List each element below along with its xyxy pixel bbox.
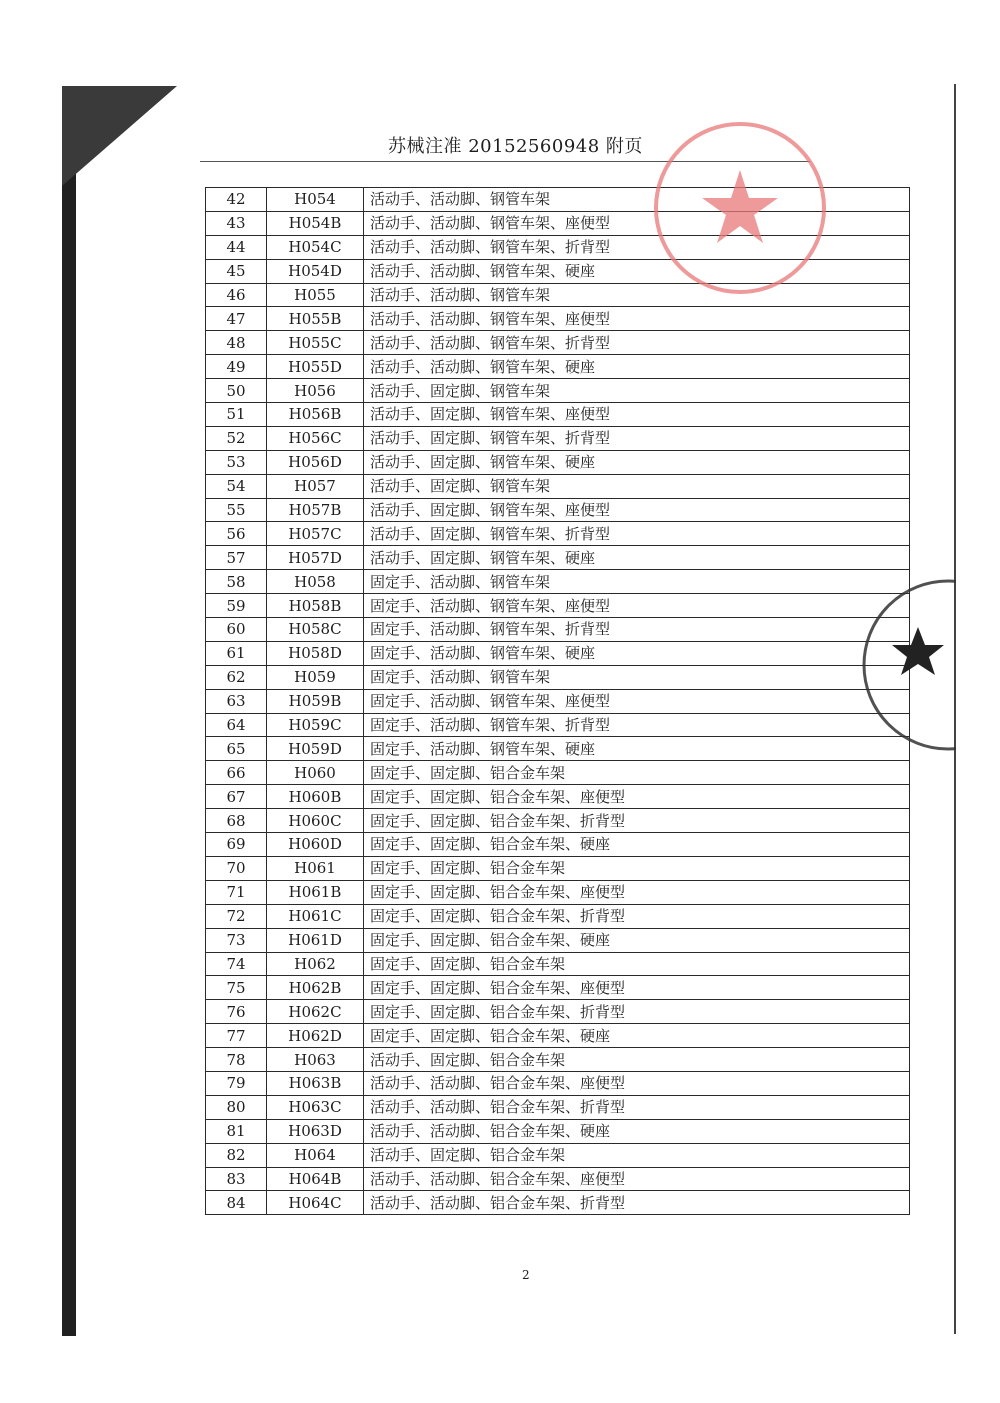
table-row — [206, 713, 910, 737]
model-code: H061B — [267, 880, 364, 904]
model-code: H055C — [267, 331, 364, 355]
row-description: 活动手、固定脚、钢管车架 — [364, 379, 910, 403]
model-code: H060 — [267, 761, 364, 785]
row-description: 活动手、固定脚、钢管车架、座便型 — [364, 403, 910, 427]
row-number: 42 — [206, 188, 267, 212]
row-description: 固定手、活动脚、钢管车架、座便型 — [364, 689, 910, 713]
table-row — [206, 689, 910, 713]
model-code: H062C — [267, 1000, 364, 1024]
row-description: 固定手、固定脚、铝合金车架、硬座 — [364, 928, 910, 952]
row-description: 固定手、固定脚、铝合金车架 — [364, 856, 910, 880]
row-number: 59 — [206, 594, 267, 618]
row-description: 活动手、活动脚、钢管车架、座便型 — [364, 307, 910, 331]
row-description: 活动手、活动脚、钢管车架、硬座 — [364, 259, 910, 283]
model-code: H058D — [267, 641, 364, 665]
row-description: 活动手、活动脚、铝合金车架、硬座 — [364, 1119, 910, 1143]
row-number: 49 — [206, 355, 267, 379]
row-description: 活动手、活动脚、铝合金车架、折背型 — [364, 1095, 910, 1119]
table-row — [206, 1071, 910, 1095]
model-code: H059 — [267, 665, 364, 689]
row-number: 77 — [206, 1024, 267, 1048]
model-code: H056D — [267, 450, 364, 474]
table-row — [206, 188, 910, 212]
table-row — [206, 833, 910, 857]
model-code: H054C — [267, 235, 364, 259]
table-row — [206, 355, 910, 379]
row-description: 活动手、活动脚、钢管车架 — [364, 188, 910, 212]
row-description: 固定手、固定脚、铝合金车架、硬座 — [364, 833, 910, 857]
row-number: 81 — [206, 1119, 267, 1143]
model-code: H063C — [267, 1095, 364, 1119]
table-row — [206, 618, 910, 642]
row-description: 固定手、活动脚、钢管车架 — [364, 570, 910, 594]
model-code: H061C — [267, 904, 364, 928]
row-description: 活动手、活动脚、铝合金车架、座便型 — [364, 1167, 910, 1191]
model-code: H061 — [267, 856, 364, 880]
table-row — [206, 928, 910, 952]
table-row — [206, 235, 910, 259]
model-code: H058B — [267, 594, 364, 618]
row-number: 63 — [206, 689, 267, 713]
row-number: 68 — [206, 809, 267, 833]
model-code: H056B — [267, 403, 364, 427]
model-code: H063B — [267, 1071, 364, 1095]
row-description: 固定手、固定脚、铝合金车架 — [364, 761, 910, 785]
table-row — [206, 211, 910, 235]
page-number: 2 — [522, 1268, 530, 1282]
row-description: 固定手、固定脚、铝合金车架、折背型 — [364, 1000, 910, 1024]
page-title: 苏械注准 20152560948 附页 — [388, 136, 643, 157]
model-code: H055B — [267, 307, 364, 331]
row-description: 活动手、活动脚、铝合金车架、折背型 — [364, 1191, 910, 1215]
row-description: 固定手、活动脚、钢管车架 — [364, 665, 910, 689]
row-number: 57 — [206, 546, 267, 570]
row-description: 活动手、活动脚、钢管车架、折背型 — [364, 235, 910, 259]
row-description: 固定手、固定脚、铝合金车架、折背型 — [364, 809, 910, 833]
model-code: H054 — [267, 188, 364, 212]
table-row — [206, 785, 910, 809]
row-description: 活动手、活动脚、钢管车架、座便型 — [364, 211, 910, 235]
model-code: H059D — [267, 737, 364, 761]
row-number: 82 — [206, 1143, 267, 1167]
model-code: H063D — [267, 1119, 364, 1143]
row-description: 活动手、固定脚、铝合金车架 — [364, 1143, 910, 1167]
row-number: 75 — [206, 976, 267, 1000]
row-description: 活动手、固定脚、钢管车架、折背型 — [364, 522, 910, 546]
row-description: 活动手、活动脚、铝合金车架、座便型 — [364, 1071, 910, 1095]
table-row — [206, 379, 910, 403]
model-code: H054B — [267, 211, 364, 235]
row-number: 69 — [206, 833, 267, 857]
row-number: 64 — [206, 713, 267, 737]
row-number: 45 — [206, 259, 267, 283]
model-code: H063 — [267, 1048, 364, 1072]
row-number: 80 — [206, 1095, 267, 1119]
row-number: 58 — [206, 570, 267, 594]
row-description: 固定手、活动脚、钢管车架、座便型 — [364, 594, 910, 618]
row-number: 65 — [206, 737, 267, 761]
table-row — [206, 474, 910, 498]
row-number: 46 — [206, 283, 267, 307]
table-row — [206, 641, 910, 665]
row-number: 54 — [206, 474, 267, 498]
row-description: 活动手、固定脚、钢管车架、座便型 — [364, 498, 910, 522]
table-body — [206, 188, 910, 1215]
row-description: 固定手、固定脚、铝合金车架 — [364, 952, 910, 976]
model-code: H057D — [267, 546, 364, 570]
row-description: 固定手、固定脚、铝合金车架、硬座 — [364, 1024, 910, 1048]
model-code: H060D — [267, 833, 364, 857]
table-row — [206, 856, 910, 880]
model-code: H057 — [267, 474, 364, 498]
row-number: 72 — [206, 904, 267, 928]
model-code: H055D — [267, 355, 364, 379]
table-row — [206, 976, 910, 1000]
table-row — [206, 1095, 910, 1119]
row-description: 活动手、固定脚、钢管车架、折背型 — [364, 426, 910, 450]
table-row — [206, 1191, 910, 1215]
row-number: 51 — [206, 403, 267, 427]
table-row — [206, 761, 910, 785]
row-number: 76 — [206, 1000, 267, 1024]
row-description: 固定手、活动脚、钢管车架、硬座 — [364, 737, 910, 761]
row-description: 活动手、固定脚、钢管车架、硬座 — [364, 450, 910, 474]
model-code: H060C — [267, 809, 364, 833]
scan-corner — [62, 86, 177, 186]
row-number: 55 — [206, 498, 267, 522]
row-number: 73 — [206, 928, 267, 952]
row-number: 79 — [206, 1071, 267, 1095]
table-row — [206, 1143, 910, 1167]
model-code: H054D — [267, 259, 364, 283]
scan-left-edge — [62, 86, 76, 1336]
table-row — [206, 952, 910, 976]
table-row — [206, 1119, 910, 1143]
table-row — [206, 498, 910, 522]
table-row — [206, 546, 910, 570]
row-number: 84 — [206, 1191, 267, 1215]
table-row — [206, 1000, 910, 1024]
model-code: H059B — [267, 689, 364, 713]
model-code: H057B — [267, 498, 364, 522]
row-number: 66 — [206, 761, 267, 785]
row-number: 78 — [206, 1048, 267, 1072]
row-number: 43 — [206, 211, 267, 235]
row-description: 活动手、固定脚、钢管车架、硬座 — [364, 546, 910, 570]
table-row — [206, 403, 910, 427]
table-row — [206, 283, 910, 307]
model-code: H057C — [267, 522, 364, 546]
model-code: H056 — [267, 379, 364, 403]
row-number: 61 — [206, 641, 267, 665]
row-number: 83 — [206, 1167, 267, 1191]
row-number: 56 — [206, 522, 267, 546]
row-number: 53 — [206, 450, 267, 474]
table-row — [206, 1048, 910, 1072]
scan-right-edge — [954, 84, 956, 1334]
row-number: 50 — [206, 379, 267, 403]
model-code: H064C — [267, 1191, 364, 1215]
row-number: 74 — [206, 952, 267, 976]
row-description: 固定手、固定脚、铝合金车架、座便型 — [364, 880, 910, 904]
row-description: 固定手、固定脚、铝合金车架、折背型 — [364, 904, 910, 928]
row-description: 活动手、固定脚、铝合金车架 — [364, 1048, 910, 1072]
table-row — [206, 259, 910, 283]
row-number: 47 — [206, 307, 267, 331]
model-code: H062 — [267, 952, 364, 976]
table-row — [206, 570, 910, 594]
model-code: H061D — [267, 928, 364, 952]
row-description: 固定手、固定脚、铝合金车架、座便型 — [364, 976, 910, 1000]
model-code: H055 — [267, 283, 364, 307]
model-code: H056C — [267, 426, 364, 450]
table-row — [206, 1167, 910, 1191]
row-number: 44 — [206, 235, 267, 259]
row-number: 67 — [206, 785, 267, 809]
model-code: H062D — [267, 1024, 364, 1048]
row-description: 活动手、活动脚、钢管车架、折背型 — [364, 331, 910, 355]
table-row — [206, 426, 910, 450]
table-row — [206, 809, 910, 833]
table-row — [206, 450, 910, 474]
table-row — [206, 665, 910, 689]
model-code: H060B — [267, 785, 364, 809]
table-row — [206, 904, 910, 928]
table-row — [206, 522, 910, 546]
row-description: 固定手、活动脚、钢管车架、折背型 — [364, 618, 910, 642]
model-code: H058 — [267, 570, 364, 594]
table-row — [206, 880, 910, 904]
model-code: H064 — [267, 1143, 364, 1167]
model-code: H059C — [267, 713, 364, 737]
model-code: H064B — [267, 1167, 364, 1191]
header-divider — [200, 161, 810, 162]
model-code: H062B — [267, 976, 364, 1000]
row-number: 71 — [206, 880, 267, 904]
model-code: H058C — [267, 618, 364, 642]
table-row — [206, 594, 910, 618]
row-description: 活动手、固定脚、钢管车架 — [364, 474, 910, 498]
table-row — [206, 331, 910, 355]
row-description: 固定手、活动脚、钢管车架、折背型 — [364, 713, 910, 737]
row-description: 活动手、活动脚、钢管车架、硬座 — [364, 355, 910, 379]
row-number: 48 — [206, 331, 267, 355]
product-table — [205, 187, 910, 1215]
row-description: 固定手、活动脚、钢管车架、硬座 — [364, 641, 910, 665]
row-description: 活动手、活动脚、钢管车架 — [364, 283, 910, 307]
table-row — [206, 307, 910, 331]
table-row — [206, 737, 910, 761]
table-row — [206, 1024, 910, 1048]
row-description: 固定手、固定脚、铝合金车架、座便型 — [364, 785, 910, 809]
row-number: 60 — [206, 618, 267, 642]
row-number: 52 — [206, 426, 267, 450]
row-number: 62 — [206, 665, 267, 689]
row-number: 70 — [206, 856, 267, 880]
